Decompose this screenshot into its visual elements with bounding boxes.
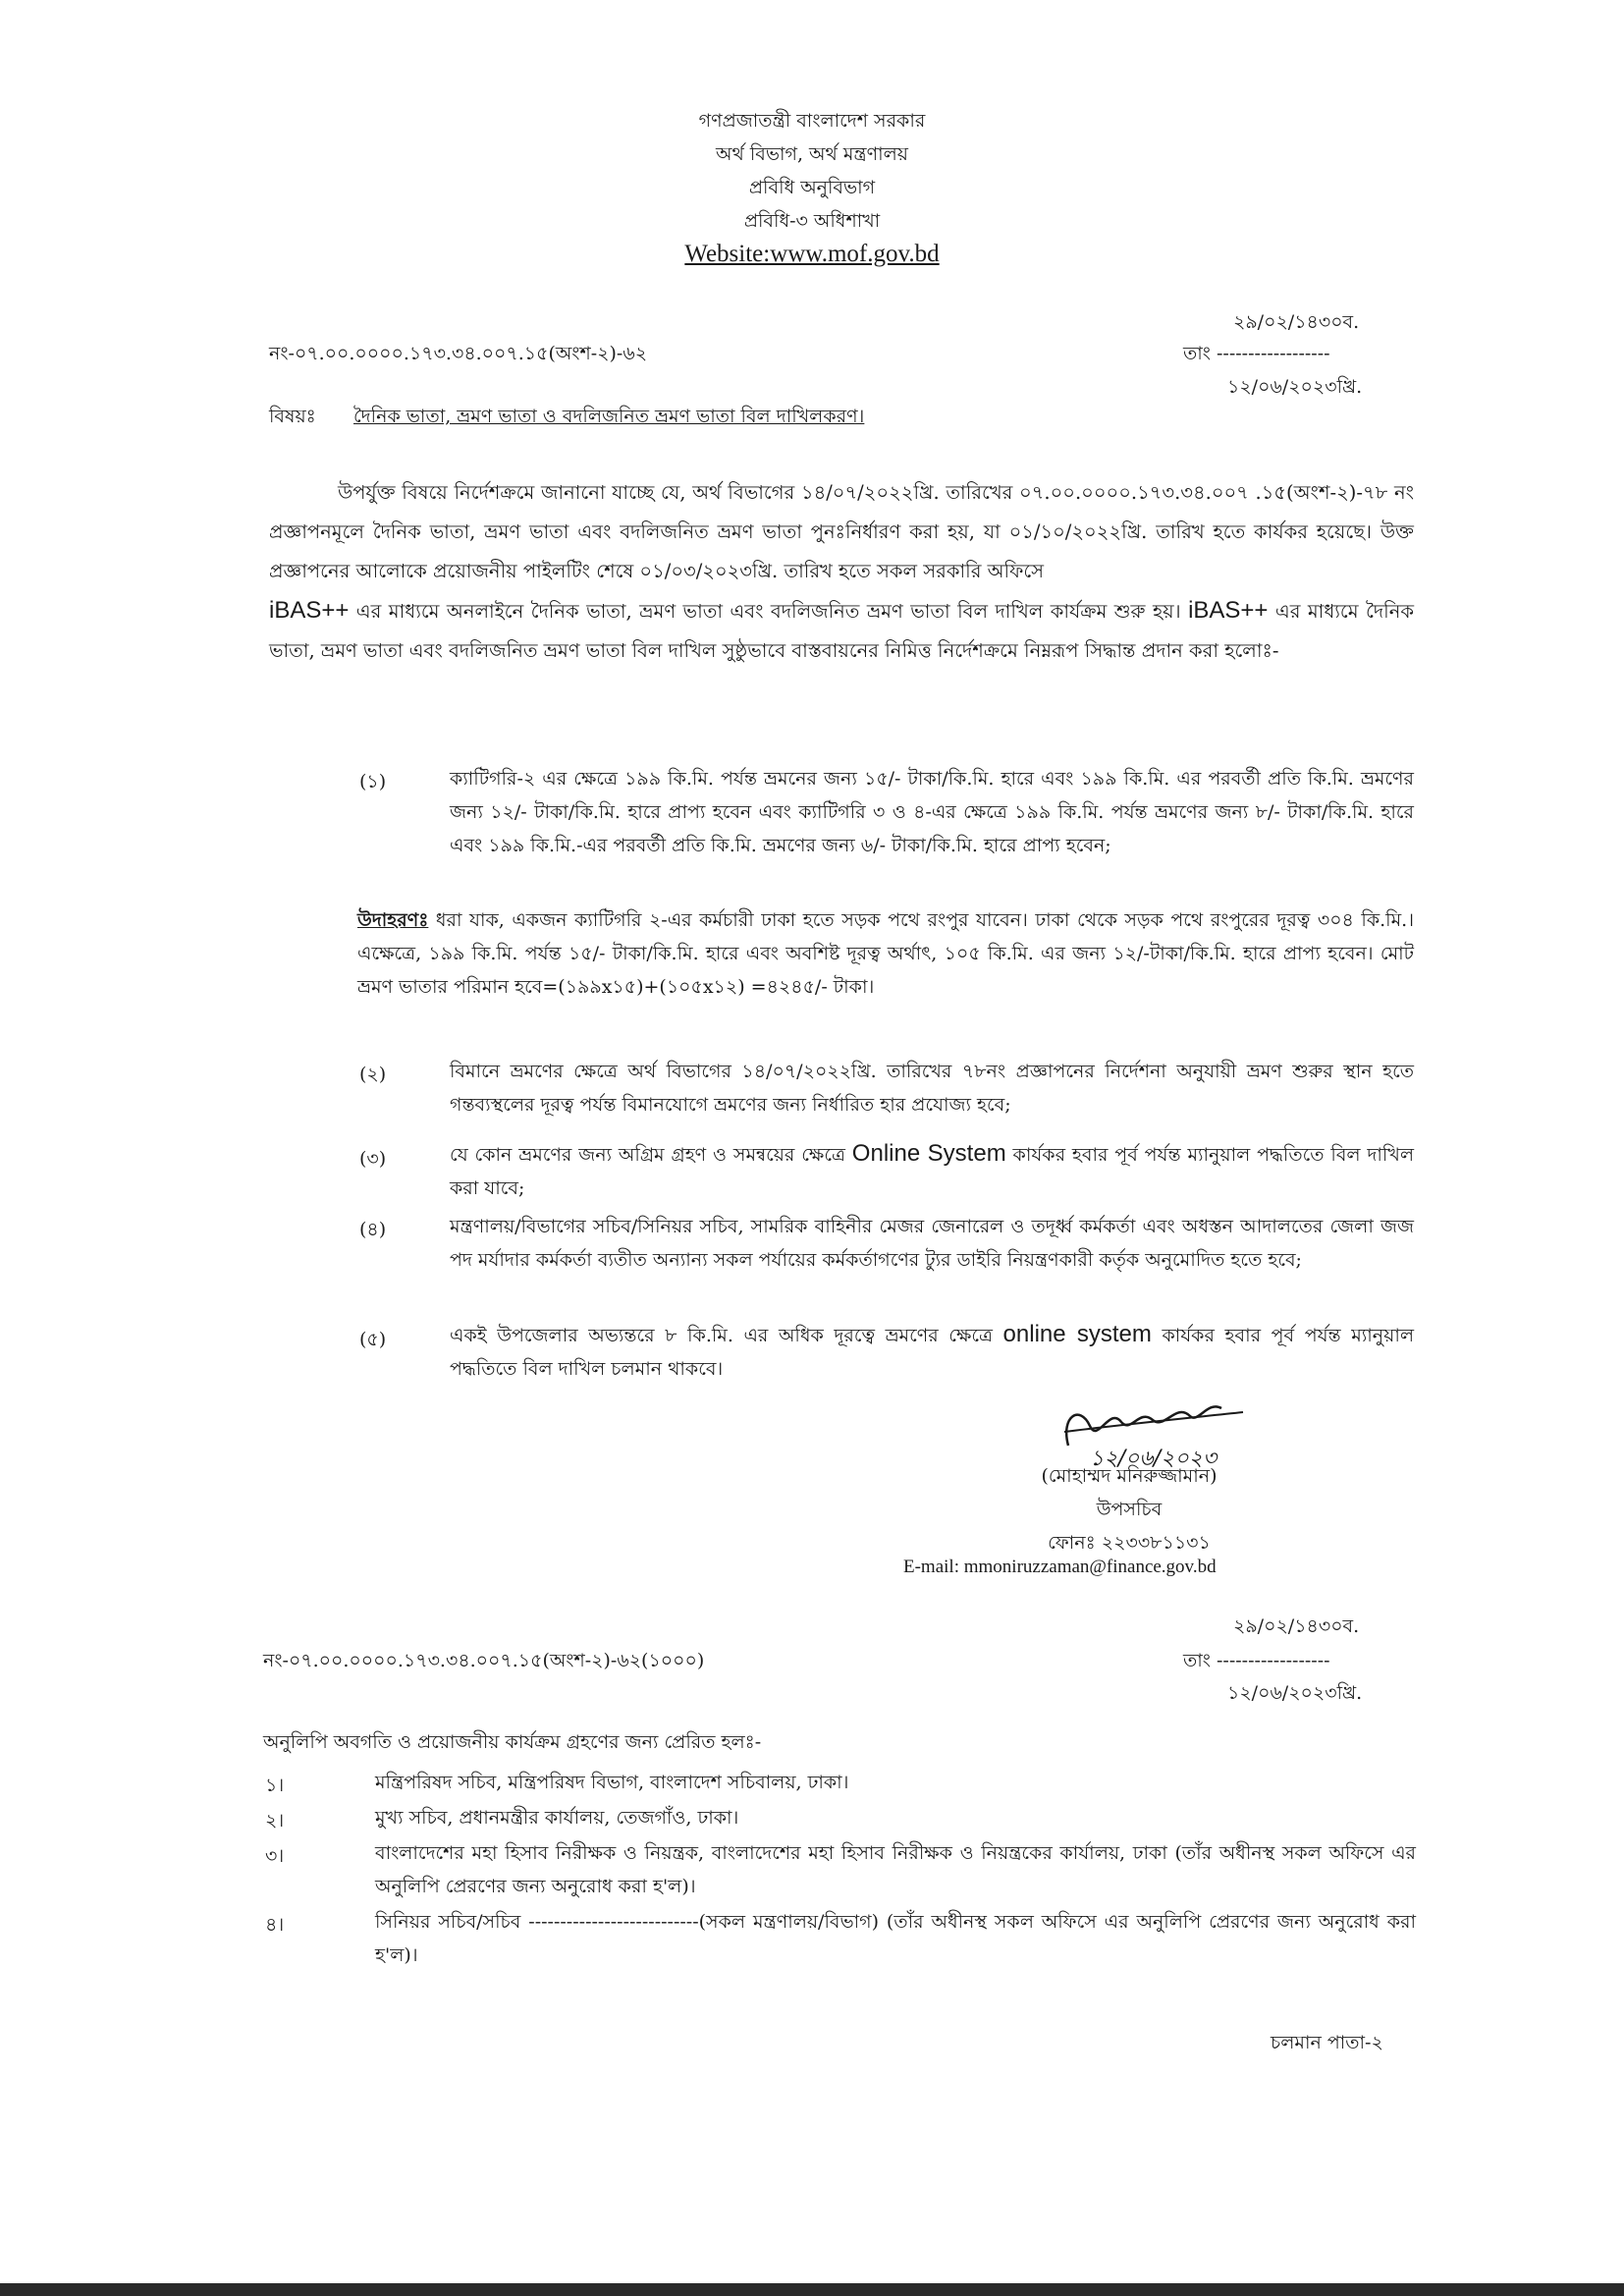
item-4-number: (৪)	[359, 1219, 387, 1240]
example-text: ধরা যাক, একজন ক্যাটিগরি ২-এর কর্মচারী ঢাকা হতে সড়ক পথে রংপুর যাবেন। ঢাকা থেকে সড়ক পথে রংপুরের দূরত্ব ৩০৪ কি.মি.। এক্ষেত্রে, ১৯৯ কি.মি. পর্যন্ত ১৫/- টাকা/কি.মি. হারে এবং অবশিষ্ট দূরত্ব অর্থাৎ, ১০৫ কি.মি. এর জন্য ১২/-টাকা/কি.মি. হারে প্রাপ্য হবেন। মোট ভ্রমণ ভাতার পরিমান হবে=(১৯৯x১৫)+(১০৫x১২) =৪২৪৫/- টাকা।	[357, 909, 1414, 998]
distribution-item-number: ৩।	[265, 1845, 285, 1867]
signatory-name: (মোহাম্মদ মনিরুজ্জামান)	[1041, 1465, 1218, 1487]
distribution-item-number: ১।	[265, 1775, 285, 1796]
item-2-number: (২)	[359, 1064, 387, 1085]
item-5-number: (৫)	[359, 1329, 387, 1350]
intro-paragraph: উপর্যুক্ত বিষয়ে নির্দেশক্রমে জানানো যাচ্ছে যে, অর্থ বিভাগের ১৪/০৭/২০২২খ্রি. তারিখের ০৭.০০.০০০০.১৭৩.৩৪.০০৭ .১৫(অংশ-২)-৭৮ নং প্রজ্ঞাপনমূলে দৈনিক ভাতা, ভ্রমণ ভাতা এবং বদলিজনিত ভ্রমণ ভাতা পুনঃনির্ধারণ করা হয়, যা ০১/১০/২০২২খ্রি. তারিখ হতে কার্যকর হয়েছে। উক্ত প্রজ্ঞাপনের আলোকে প্রয়োজনীয় পাইলটিং শেষে ০১/০৩/২০২৩খ্রি. তারিখ হতে সকল সরকারি অফিসে iBAS++ এর মাধ্যমে অনলাইনে দৈনিক ভাতা, ভ্রমণ ভাতা এবং বদলিজনিত ভ্রমণ ভাতা বিল দাখিল কার্যক্রম শুরু হয়। iBAS++ এর মাধ্যমে দৈনিক ভাতা, ভ্রমণ ভাতা এবং বদলিজনিত ভ্রমণ ভাতা বিল দাখিল সুষ্ঠুভাবে বাস্তবায়নের নিমিত্ত নির্দেশক্রমে নিম্নরূপ সিদ্ধান্ত প্রদান করা হলোঃ-	[269, 481, 1414, 662]
website-link[interactable]: Website:www.mof.gov.bd	[684, 241, 940, 267]
signature-date: ১২/০৬/২০২৩	[1090, 1447, 1218, 1471]
memo-date-label: তাং ------------------	[1183, 343, 1330, 364]
item-4-text: মন্ত্রণালয়/বিভাগের সচিব/সিনিয়র সচিব, সামরিক বাহিনীর মেজর জেনারেল ও তদূর্ধ্ব কর্মকর্তা এবং অধস্তন আদালতের জেলা জজ পদ মর্যাদার কর্মকর্তা ব্যতীত অন্যান্য সকল পর্যায়ের কর্মকর্তাগণের ট্যুর ডাইরি নিয়ন্ত্রণকারী কর্তৃক অনুমোদিত হতে হবে;	[450, 1216, 1414, 1271]
memo-date-bangla: ২৯/০২/১৪৩০ব.	[1233, 311, 1360, 333]
scan-edge	[0, 2283, 1624, 2296]
subject-text: দৈনিক ভাতা, ভ্রমণ ভাতা ও বদলিজনিত ভ্রমণ ভাতা বিল দাখিলকরণ।	[353, 406, 865, 427]
branch-name: প্রবিধি-৩ অধিশাখা	[743, 210, 881, 232]
distribution-intro: অনুলিপি অবগতি ও প্রয়োজনীয় কার্যক্রম গ্রহণের জন্য প্রেরিত হলঃ-	[263, 1731, 762, 1753]
memo2-date-label: তাং ------------------	[1183, 1650, 1330, 1671]
distribution-item: বাংলাদেশের মহা হিসাব নিরীক্ষক ও নিয়ন্ত্রক, বাংলাদেশের মহা হিসাব নিরীক্ষক ও নিয়ন্ত্রকের কার্যালয়, ঢাকা (তাঁর অধীনস্থ সকল অফিসে এর অনুলিপি প্রেরণের জন্য অনুরোধ করা হ'ল)।	[375, 1842, 1416, 1897]
signature-block	[962, 1459, 1296, 1559]
item-1-number: (১)	[359, 771, 387, 793]
signatory-email[interactable]: E-mail: mmoniruzzaman@finance.gov.bd	[903, 1557, 1217, 1577]
item-3-text: যে কোন ভ্রমণের জন্য অগ্রিম গ্রহণ ও সমন্বয়ের ক্ষেত্রে Online System কার্যকর হবার পূর্ব পর্যন্ত ম্যানুয়াল পদ্ধতিতে বিল দাখিল করা যাবে;	[450, 1140, 1414, 1199]
example-label: উদাহরণঃ	[357, 909, 429, 931]
signatory-phone: ফোনঃ ২২৩৩৮১১৩১	[1048, 1532, 1211, 1554]
distribution-item-number: ৪।	[265, 1914, 285, 1936]
memo2-number: নং-০৭.০০.০০০০.১৭৩.৩৪.০০৭.১৫(অংশ-২)-৬২(১০০০)	[263, 1650, 705, 1671]
item-5-text: একই উপজেলার অভ্যন্তরে ৮ কি.মি. এর অধিক দূরত্বে ভ্রমণের ক্ষেত্রে online system কার্যকর হবার পূর্ব পর্যন্ত ম্যানুয়াল পদ্ধতিতে বিল দাখিল চলমান থাকবে।	[450, 1321, 1415, 1380]
item-3-number: (৩)	[359, 1148, 387, 1170]
item-2-text: বিমানে ভ্রমণের ক্ষেত্রে অর্থ বিভাগের ১৪/০৭/২০২২খ্রি. তারিখের ৭৮নং প্রজ্ঞাপনের নির্দেশনা অনুযায়ী ভ্রমণ শুরুর স্থান হতে গন্তব্যস্থলের দূরত্ব পর্যন্ত বিমানযোগে ভ্রমণের জন্য নির্ধারিত হার প্রযোজ্য হবে;	[450, 1061, 1414, 1116]
memo2-date-bangla: ২৯/০২/১৪৩০ব.	[1233, 1615, 1360, 1637]
distribution-item: মুখ্য সচিব, প্রধানমন্ত্রীর কার্যালয়, তেজগাঁও, ঢাকা।	[375, 1807, 739, 1829]
distribution-item: সিনিয়র সচিব/সচিব ---------------------------(সকল মন্ত্রণালয়/বিভাগ) (তাঁর অধীনস্থ সকল অফিসে এর অনুলিপি প্রেরণের জন্য অনুরোধ করা হ'ল)।	[375, 1911, 1416, 1966]
signatory-designation: উপসচিব	[1096, 1499, 1163, 1520]
letterhead	[0, 104, 1624, 271]
wing-name: প্রবিধি অনুবিভাগ	[748, 177, 876, 198]
item-1-text: ক্যাটিগরি-২ এর ক্ষেত্রে ১৯৯ কি.মি. পর্যন্ত ভ্রমনের জন্য ১৫/- টাকা/কি.মি. হারে এবং ১৯৯ কি.মি. এর পরবর্তী প্রতি কি.মি. ভ্রমণের জন্য ১২/- টাকা/কি.মি. হারে প্রাপ্য হবেন এবং ক্যাটিগরি ৩ ও ৪-এর ক্ষেত্রে ১৯৯ কি.মি. পর্যন্ত ভ্রমণের জন্য ৮/- টাকা/কি.মি. হারে এবং ১৯৯ কি.মি.-এর পরবর্তী প্রতি কি.মি. ভ্রমণের জন্য ৬/- টাকা/কি.মি. হারে প্রাপ্য হবেন;	[450, 768, 1414, 856]
distribution-item-number: ২।	[265, 1810, 285, 1831]
subject-label: বিষয়ঃ	[269, 406, 316, 427]
example-block	[357, 903, 1414, 1004]
distribution-item: মন্ত্রিপরিষদ সচিব, মন্ত্রিপরিষদ বিভাগ, বাংলাদেশ সচিবালয়, ঢাকা।	[375, 1772, 849, 1793]
memo-number: নং-০৭.০০.০০০০.১৭৩.৩৪.০০৭.১৫(অংশ-২)-৬২	[269, 343, 648, 364]
memo-date-english: ১২/০৬/২০২৩খ্রি.	[1227, 376, 1363, 398]
memo2-date-english: ১২/০৬/২০২৩খ্রি.	[1227, 1682, 1363, 1704]
continued-page-note: চলমান পাতা-২	[1271, 2032, 1383, 2053]
division-name: অর্থ বিভাগ, অর্থ মন্ত্রণালয়	[716, 143, 908, 165]
govt-name: গণপ্রজাতন্ত্রী বাংলাদেশ সরকার	[698, 110, 926, 132]
